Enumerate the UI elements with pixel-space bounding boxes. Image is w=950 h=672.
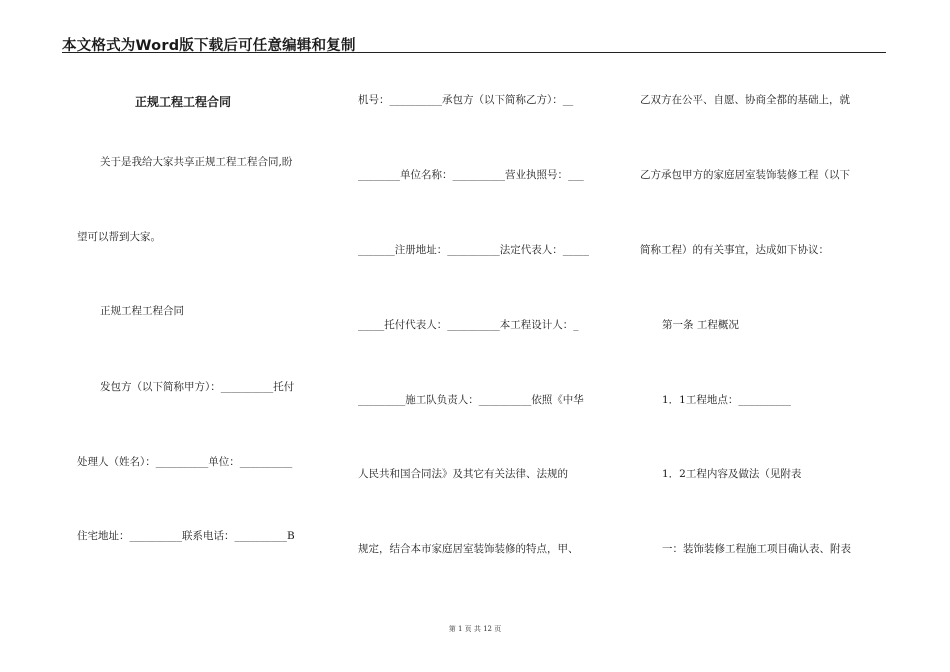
page-header: 本文格式为Word版下载后可任意编辑和复制 [62,38,356,54]
col2-line-7: 规定，结合本市家庭居室装饰装修的特点，甲、 [358,543,579,555]
col2-line-4: _____托付代表人：__________本工程设计人：_ [358,319,579,331]
col3-line-3: 简称工程）的有关事宜，达成如下协议： [640,244,829,256]
col2-line-2: ________单位名称：__________营业执照号：___ [358,169,584,181]
col3-line-1: 乙双方在公平、自愿、协商全都的基础上，就 [640,94,850,106]
col3-line-7: 一：装饰装修工程施工项目确认表、附表 [662,543,851,555]
header-divider [62,52,886,53]
document-title: 正规工程工程合同 [135,95,232,109]
col2-line-5: _________施工队负责人：__________依照《中华 [358,394,584,406]
col3-line-4: 第一条 工程概况 [662,319,739,331]
page-number: 第 1 页 共 12 页 [448,625,502,633]
col1-line-5: 处理人（姓名）：__________单位：__________ [77,456,293,468]
col1-line-3: 正规工程工程合同 [100,305,184,317]
col2-line-1: 机号：__________承包方（以下简称乙方）：__ [358,94,574,106]
col3-line-2: 乙方承包甲方的家庭居室装饰装修工程（以下 [640,169,850,181]
col3-line-6: 1．2工程内容及做法（见附表 [662,468,802,480]
col3-line-5: 1．1工程地点：__________ [662,394,791,406]
col1-line-2: 望可以帮到大家。 [77,231,161,243]
col1-line-1: 关于是我给大家共享正规工程工程合同,盼 [100,156,293,168]
col1-line-4: 发包方（以下简称甲方）：__________托付 [100,381,295,393]
col2-line-3: _______注册地址：__________法定代表人：_____ [358,244,589,256]
col1-line-6: 住宅地址：__________联系电话：__________B [77,530,295,542]
col2-line-6: 人民共和国合同法》及其它有关法律、法规的 [358,468,568,480]
